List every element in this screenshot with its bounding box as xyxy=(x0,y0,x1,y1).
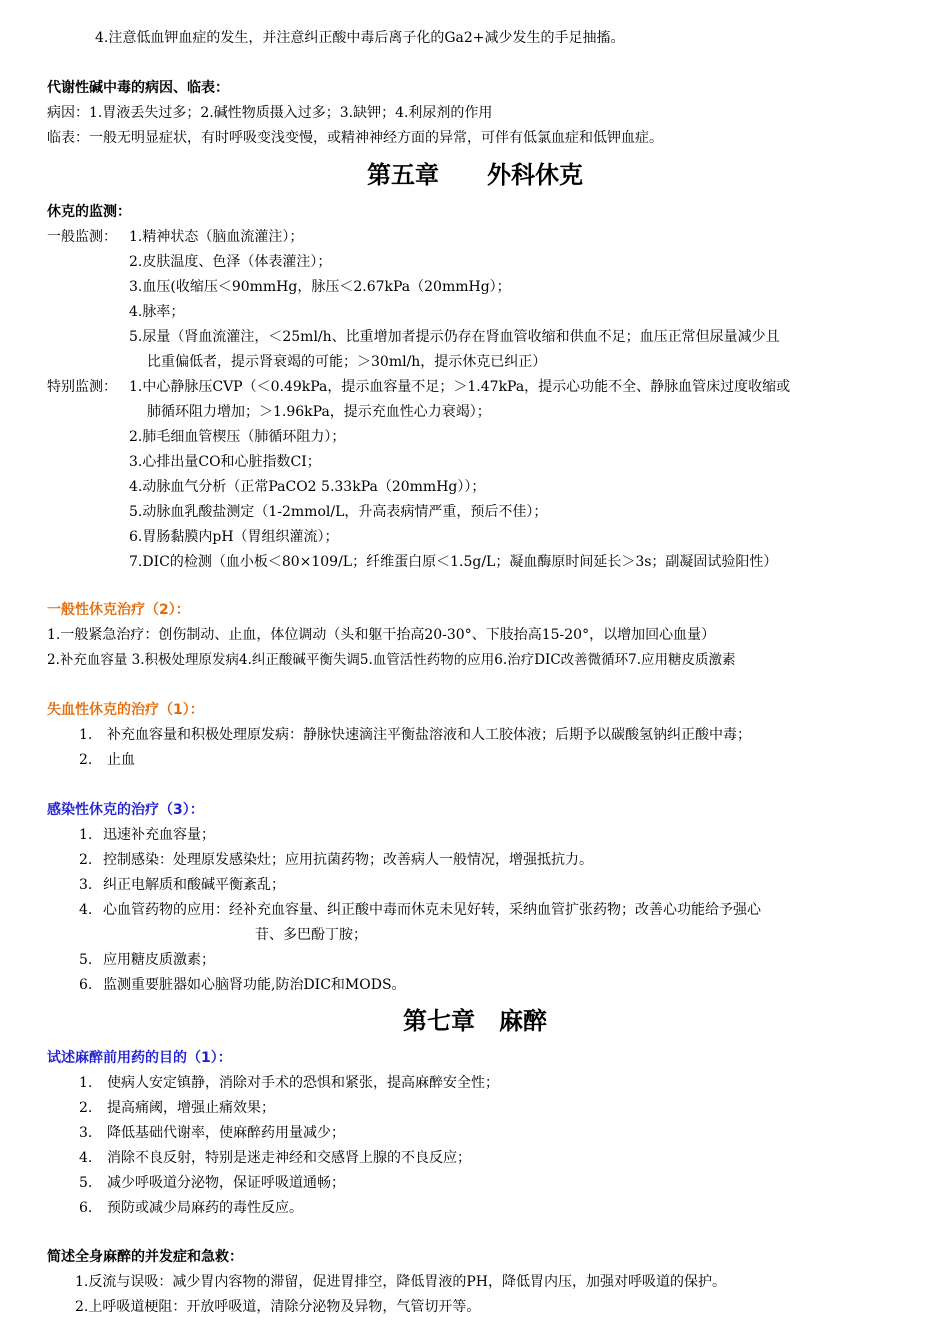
general-monitoring-item: 4.脉率； xyxy=(129,304,185,320)
general-monitoring-item: 3.血压(收缩压＜90mmHg，脉压＜2.67kPa（20mmHg）； xyxy=(129,279,511,295)
general-monitoring-item: 1.精神状态（脑血流灌注）； xyxy=(129,229,304,245)
special-monitoring-item: 3.心排出量CO和心脏指数CI； xyxy=(129,454,321,470)
general-monitoring-item: 比重偏低者，提示肾衰竭的可能；＞30ml/h，提示休克已纠正） xyxy=(147,354,547,370)
premed-item: 4. 消除不良反射，特别是迷走神经和交感肾上腺的不良反应； xyxy=(79,1150,471,1166)
septic-item: 1. 迅速补充血容量； xyxy=(79,827,215,843)
hemorrhagic-title: 失血性休克的治疗（1）： xyxy=(47,702,204,718)
premed-item: 2. 提高痛阈，增强止痛效果； xyxy=(79,1100,275,1116)
premed-item: 5. 减少呼吸道分泌物，保证呼吸道通畅； xyxy=(79,1175,345,1191)
premed-title: 试述麻醉前用药的目的（1）： xyxy=(47,1050,232,1066)
septic-item: 2. 控制感染：处理原发感染灶；应用抗菌药物；改善病人一般情况，增强抵抗力。 xyxy=(79,852,593,868)
complications-title: 简述全身麻醉的并发症和急救： xyxy=(47,1249,243,1265)
premed-item: 6. 预防或减少局麻药的毒性反应。 xyxy=(79,1200,303,1216)
premed-item: 1. 使病人安定镇静，消除对手术的恐惧和紧张，提高麻醉安全性； xyxy=(79,1075,499,1091)
general-monitoring-item: 5.尿量（肾血流灌注，＜25ml/h、比重增加者提示仍存在肾血管收缩和供血不足；血压正常但尿量减少且 xyxy=(129,329,780,345)
alkalosis-clinical: 临表：一般无明显症状，有时呼吸变浅变慢，或精神神经方面的异常，可伴有低氯血症和低钾血症。 xyxy=(47,130,663,146)
hemorrhagic-item: 2. 止血 xyxy=(79,752,135,768)
hemorrhagic-item: 1. 补充血容量和积极处理原发病：静脉快速滴注平衡盐溶液和人工胶体液；后期予以碳酸氢钠纠正酸中毒； xyxy=(79,727,751,743)
special-monitoring-item: 1.中心静脉压CVP（＜0.49kPa，提示血容量不足；＞1.47kPa，提示心功能不全、静脉血管床过度收缩或 xyxy=(129,379,791,395)
septic-continuation: 苷、多巴酚丁胺； xyxy=(255,927,367,943)
chapter7-title: 第七章 麻醉 xyxy=(403,1007,547,1035)
complications-line: 2.上呼吸道梗阻：开放呼吸道，清除分泌物及异物，气管切开等。 xyxy=(75,1299,481,1315)
general-monitoring-item: 2.皮肤温度、色泽（体表灌注）； xyxy=(129,254,332,270)
special-monitoring-item: 6.胃肠黏膜内pH（胃组织灌流）； xyxy=(129,529,339,545)
septic-item: 3. 纠正电解质和酸碱平衡紊乱； xyxy=(79,877,285,893)
general-shock-line: 1.一般紧急治疗：创伤制动、止血，体位调动（头和躯干抬高20-30°、下肢抬高15-20°，以增加回心血量） xyxy=(47,627,716,643)
septic-item: 6. 监测重要脏器如心脑肾功能,防治DIC和MODS。 xyxy=(79,977,406,993)
septic-item: 5. 应用糖皮质激素； xyxy=(79,952,215,968)
top-line: 4.注意低血钾血症的发生，并注意纠正酸中毒后离子化的Ga2+减少发生的手足抽搐。 xyxy=(95,30,625,46)
chapter5-title: 第五章 外科休克 xyxy=(367,161,583,189)
special-monitoring-item: 2.肺毛细血管楔压（肺循环阻力）； xyxy=(129,429,346,445)
general-monitoring-prefix: 一般监测： xyxy=(47,229,117,245)
septic-title: 感染性休克的治疗（3）： xyxy=(47,802,204,818)
septic-item: 4. 心血管药物的应用：经补充血容量、纠正酸中毒而休克未见好转，采纳血管扩张药物；改善心功能给予强心 xyxy=(79,902,761,918)
special-monitoring-item: 4.动脉血气分析（正常PaCO2 5.33kPa（20mmHg））； xyxy=(129,479,486,495)
alkalosis-cause: 病因：1.胃液丢失过多；2.碱性物质摄入过多；3.缺钾；4.利尿剂的作用 xyxy=(47,105,493,121)
premed-item: 3. 降低基础代谢率，使麻醉药用量减少； xyxy=(79,1125,345,1141)
complications-line: 1.反流与误吸：减少胃内容物的滞留，促进胃排空，降低胃液的PH，降低胃内压，加强对呼吸道的保护。 xyxy=(75,1274,726,1290)
monitoring-title: 休克的监测： xyxy=(47,204,131,220)
alkalosis-title: 代谢性碱中毒的病因、临表： xyxy=(47,80,229,96)
special-monitoring-prefix: 特别监测： xyxy=(47,379,117,395)
general-shock-line: 2.补充血容量 3.积极处理原发病4.纠正酸碱平衡失调5.血管活性药物的应用6.治疗DIC改善微循环7.应用糖皮质激素 xyxy=(47,652,736,668)
general-shock-title: 一般性休克治疗（2）： xyxy=(47,602,190,618)
special-monitoring-item: 7.DIC的检测（血小板＜80×109/L；纤维蛋白原＜1.5g/L；凝血酶原时间延长＞3s；副凝固试验阳性） xyxy=(129,554,778,570)
special-monitoring-item: 5.动脉血乳酸盐测定（1-2mmol/L，升高表病情严重，预后不佳）； xyxy=(129,504,548,520)
special-monitoring-item: 肺循环阻力增加；＞1.96kPa，提示充血性心力衰竭）； xyxy=(147,404,491,420)
